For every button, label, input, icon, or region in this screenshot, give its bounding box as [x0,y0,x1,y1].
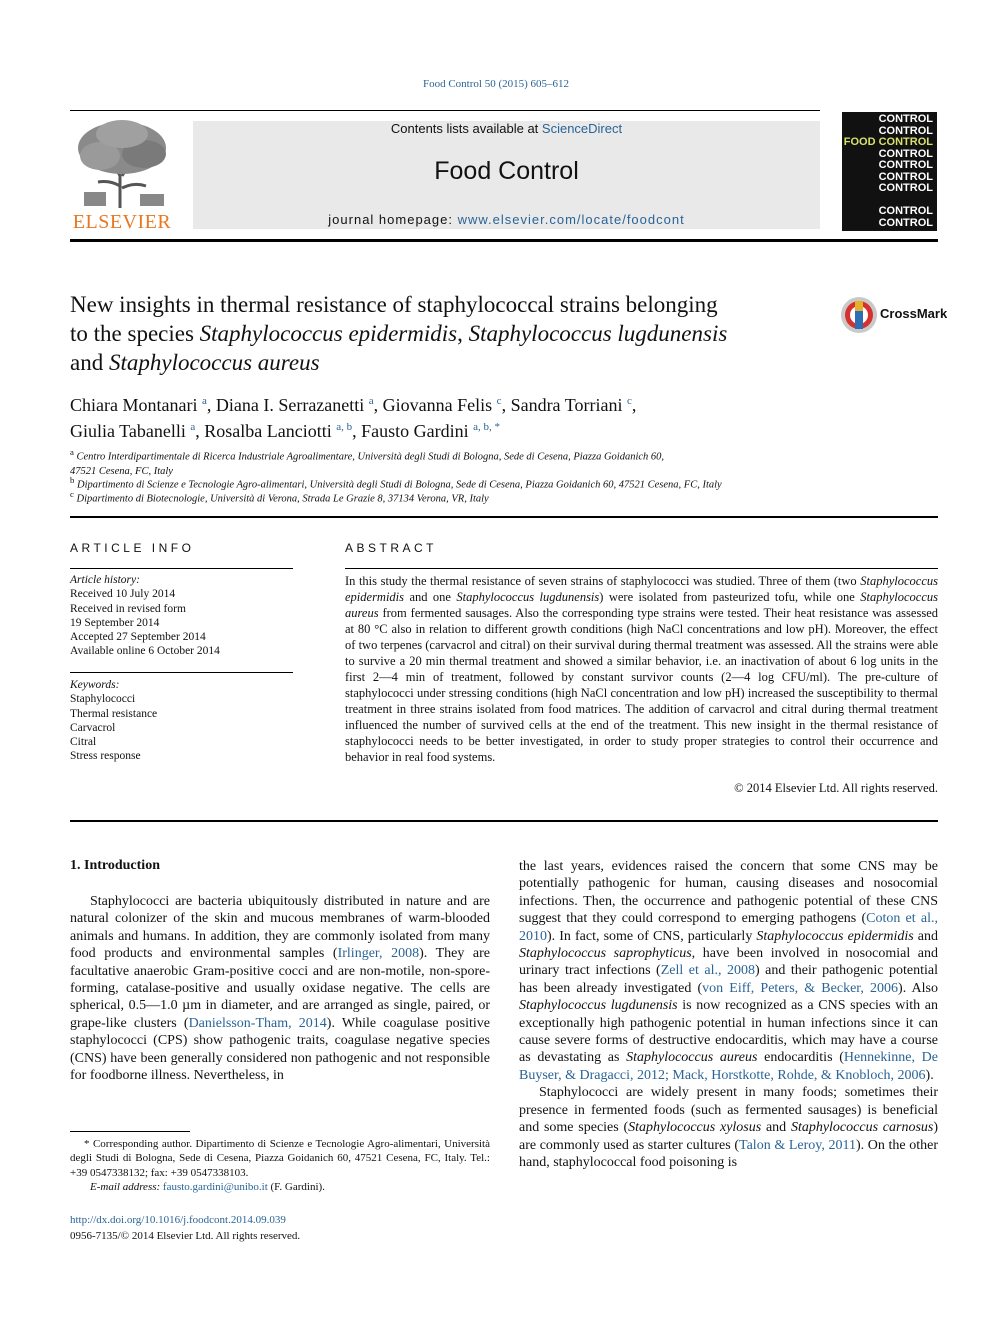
publisher-logo[interactable]: ELSEVIER [72,211,172,233]
title-species: Staphylococcus epidermidis [199,321,458,346]
title-species: Staphylococcus aureus [108,350,320,375]
header-bottom-rule [70,239,938,242]
intro-paragraph [519,858,938,1084]
author-name[interactable]: Rosalba Lanciotti [204,421,332,441]
keywords-rule [70,672,293,673]
sciencedirect-link[interactable]: ScienceDirect [541,121,623,136]
author-affiliation-mark[interactable]: a [190,421,196,433]
reference-link[interactable]: Talon & Leroy, 2011 [739,1137,856,1153]
author-affiliation-mark[interactable]: a [368,395,374,407]
footnote-text: * Corresponding author. Dipartimento di Scienze e Tecnologie Agro-alimentari, Università degli Studi di Bologna, Sede di Cesena, Piazza Goidanich 60, 47521 Cesena, FC, Italy. Tel.: +39 0547338132; fax: +39 0547338103. [70,1138,490,1179]
history-item: Accepted 27 September 2014 [70,631,206,644]
species-name: Staphylococcus epidermidis [756,928,914,944]
cover-line: CONTROL [878,113,933,125]
author-affiliation-mark[interactable]: c [626,395,632,407]
author-separator: , [501,395,511,415]
species-name: Staphylococcus saprophyticus [519,946,692,962]
homepage-link[interactable]: www.elsevier.com/locate/foodcont [457,212,685,227]
abstract-heading: ABSTRACT [345,541,438,555]
abstract-body [345,573,938,765]
cover-line: CONTROL [878,147,933,160]
abstract-rule [345,568,938,569]
intro-paragraph [519,1084,938,1171]
author-line-1 [70,390,850,416]
doi-block [70,1212,300,1244]
intro-text: ) and their pathogenic potential has been already investigated ( [519,963,938,996]
homepage-line [193,212,820,227]
intro-text: , have been involved in nosocomial and urinary tract infections ( [519,946,938,979]
cover-line: CONTROL [878,124,933,137]
reference-link[interactable]: Coton et al., 2010 [519,911,938,944]
introduction-heading: 1. Introduction [70,858,160,873]
reference-link[interactable]: von Eiff, Peters, & Becker, 2006 [702,980,899,996]
author-affiliation-mark[interactable]: c [496,395,502,407]
article-history [70,573,295,659]
author-name[interactable]: Giulia Tabanelli [70,421,186,441]
intro-text: the last years, evidences raised the concern that some CNS may be potentially pathogenic for human, causing diseases and nosocomial infections. Then, the occurrence and pathogenic potential of these CNS suggest that they could correspond to emerging pathogens ( [519,859,938,927]
corresponding-author-footnote [70,1137,490,1194]
keyword-item: Thermal resistance [70,707,158,720]
intro-text: ). On the other hand, staphylococcal food poisoning is [519,1137,938,1170]
abstract-species: Staphylococcus epidermidis [345,574,938,604]
intro-text: and [761,1120,791,1136]
history-item: 19 September 2014 [70,616,160,629]
abstract-species: Staphylococcus aureus [345,590,938,620]
title-species: Staphylococcus lugdunensis [468,321,728,346]
author-separator: , [352,421,362,441]
intro-text: is now recognized as a CNS species with an exceptionally high pathogenic potential in human infections since it can cause severe forms of destructive endocarditis, which may have a course as devastating as [519,998,938,1066]
affiliation-rule [70,516,938,518]
intro-text: ). While coagulase positive staphylococci (CPS) show pathogenic traits, coagulase negative species (CNS) have been generally considered non pathogenic and not responsible for foodborne illness. Nevertheless, in [70,1015,491,1084]
keywords-label: Keywords: [70,679,120,691]
species-name: Staphylococcus carnosus [790,1120,934,1136]
abstract-species: Staphylococcus lugdunensis [456,590,600,604]
title-text: to the species [70,321,200,346]
email-link[interactable]: fausto.gardini@unibo.it [162,1180,268,1193]
affiliation-key: c [70,489,74,499]
affiliation-c [70,487,870,507]
keyword-item: Carvacrol [70,721,116,734]
article-info-heading: ARTICLE INFO [70,541,195,555]
author-separator: , [373,395,383,415]
affiliation-key: a [70,447,74,457]
homepage-prefix: journal homepage: [328,212,458,227]
email-label: E-mail address: [90,1180,163,1193]
cover-line: CONTROL [878,170,933,183]
history-item: Available online 6 October 2014 [70,645,220,658]
keyword-item: Stress response [70,750,141,763]
author-separator: , [195,421,205,441]
title-line-2 [70,319,830,348]
intro-text: ). They are facultative anaerobic Gram-positive cocci and are non-motile, non-spore-forming, catalase-positive and usually oxidase negative. The cells are spherical, 0.5—1.0 µm in diameter, and are arranged as single, paired, or grape-like clusters ( [70,946,491,1031]
reference-link[interactable]: Danielsson-Tham, 2014 [188,1015,327,1031]
intro-left-column [70,893,490,1084]
reference-link[interactable]: Irlinger, 2008 [337,946,420,962]
affiliation-key: b [70,475,75,485]
keywords-list [70,678,295,764]
issn-line: 0956-7135/© 2014 Elsevier Ltd. All rights reserved. [70,1230,301,1242]
abstract-bottom-rule [70,820,938,822]
crossmark-icon[interactable] [840,296,878,334]
author-name[interactable]: Sandra Torriani [510,395,623,415]
affiliation-text: Dipartimento di Biotecnologie, Università di Verona, Strada Le Grazie 8, 37134 Verona, VR, Italy [76,493,489,505]
article-title [70,290,830,377]
history-item: Received in revised form [70,602,186,615]
intro-text: ). In fact, some of CNS, particularly [547,928,757,944]
cover-line: CONTROL [878,182,933,194]
cover-line: FOOD CONTROL [843,136,933,148]
affiliation-text: Dipartimento di Scienze e Tecnologie Agro-alimentari, Università degli Studi di Bologna, Sede di Cesena, Piazza Goidanich 60, 47521 Cesena, FC, Italy [77,479,722,491]
affiliation-text: 47521 Cesena, FC, Italy [70,465,173,477]
journal-cover[interactable] [842,112,937,231]
intro-text: and [913,928,939,944]
journal-name: Food Control [434,157,579,185]
keyword-item: Citral [70,736,97,749]
author-affiliation-mark[interactable]: a, b [336,421,353,433]
cover-line: CONTROL [878,159,933,171]
author-separator: , [631,395,637,415]
abstract-copyright: © 2014 Elsevier Ltd. All rights reserved. [734,781,938,795]
contents-prefix: Contents lists available at [390,121,542,136]
history-label: Article history: [70,574,140,586]
title-line-3 [70,348,830,377]
doi-link[interactable]: http://dx.doi.org/10.1016/j.foodcont.2014.09.039 [70,1214,286,1226]
intro-text: Staphylococci are widely present in many foods; sometimes their presence in fermented foods (such as fermented sausages) is beneficial and some species ( [519,1085,938,1136]
title-text: , [457,321,469,346]
intro-text: ). [925,1067,934,1083]
author-name[interactable]: Diana I. Serrazanetti [215,395,365,415]
abstract-text: In this study the thermal resistance of seven strains of staphylococci was studied. Three of them (two [345,574,861,588]
author-affiliation-mark[interactable]: a [201,395,207,407]
intro-right-column [519,858,938,1171]
elsevier-tree-icon [70,116,174,210]
intro-text: ) are commonly used as starter cultures ( [519,1120,939,1153]
intro-text: endocarditis ( [757,1050,844,1066]
reference-link[interactable]: Hennekinne, De Buyser, & Dragacci, 2012; Mack, Horstkotte, Rohde, & Knobloch, 2006 [519,1050,938,1083]
footnote-text: (F. Gardini). [267,1180,325,1193]
author-list [70,390,850,442]
author-name[interactable]: Chiara Montanari [70,395,198,415]
abstract-text: and one [404,590,457,604]
contents-line [193,121,820,136]
species-name: Staphylococcus lugdunensis [519,998,678,1014]
header-top-rule [70,110,820,111]
affiliation-text: Centro Interdipartimentale di Ricerca Industriale Agroalimentare, Università degli Studi di Bologna, Sede di Cesena, Piazza Goidanich 60, [76,451,665,463]
footnote-rule [70,1131,190,1132]
author-name[interactable]: Giovanna Felis [382,395,493,415]
cover-line: CONTROL [878,205,933,217]
crossmark-label[interactable]: CrossMark [880,306,948,321]
abstract-text: from fermented sausages. Also the corresponding type strains were tested. Their heat resistance was assessed at 80 °C also in relation to different growth conditions (high NaCl concentrations and low pH). Moreover, the effect of two terpenes (carvacrol and citral) on their survival during thermal treatment was assessed. All the strains were able to survive a 20 min thermal treatment and showed a similar behavior, i.e. an inactivation of about 6 log units in the first 2—4 min of treatment, followed by constant survivor counts (2—4 log CFU/ml). The pre-culture of staphylococci under stressing conditions (high NaCl concentration and low pH) increased the susceptibility to thermal treatment in three strains isolated from food matrices. The addition of carvacrol and citral during thermal treatment influenced the number of survived cells at the end of the treatment. This new insight in the thermal resistance of staphylococci needs to be better investigated, in order to study proper strategies to control their occurrence and behavior in real food systems. [345,606,938,764]
reference-link[interactable]: Zell et al., 2008 [660,963,755,979]
author-affiliation-mark[interactable]: a, b, * [473,421,501,433]
species-name: Staphylococcus xylosus [628,1120,762,1136]
species-name: Staphylococcus aureus [626,1050,758,1066]
abstract-text: ) were isolated from pasteurized tofu, while one [599,590,861,604]
cover-line: CONTROL [878,216,933,229]
intro-text: Staphylococci are bacteria ubiquitously distributed in nature and are natural colonizer of the skin and mucous membranes of warm-blooded animals and humans. In addition, they are commonly isolated from many food products and environmental samples ( [70,894,490,962]
keyword-item: Staphylococci [70,693,136,706]
author-line-2 [70,416,850,442]
title-line-1: New insights in thermal resistance of staphylococcal strains belonging [70,292,718,317]
author-name[interactable]: Fausto Gardini [361,421,469,441]
title-text: and [70,350,109,375]
intro-text: ). Also [898,980,939,996]
journal-citation[interactable]: Food Control 50 (2015) 605–612 [422,78,570,90]
author-separator: , [206,395,216,415]
article-info-rule [70,568,293,569]
history-item: Received 10 July 2014 [70,588,176,601]
